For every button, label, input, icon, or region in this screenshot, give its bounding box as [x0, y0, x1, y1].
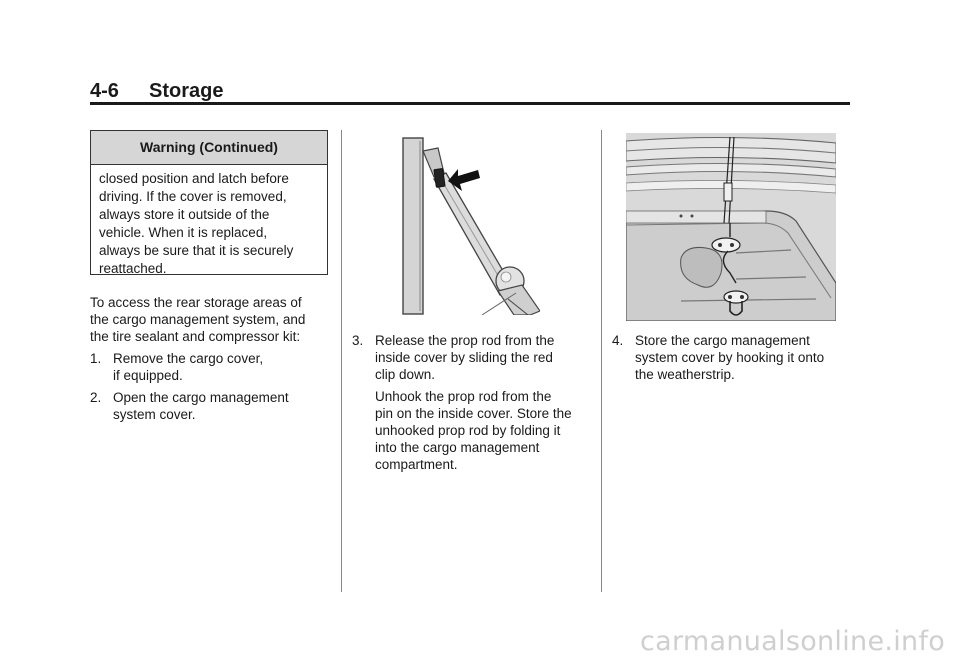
- warning-line: always be sure that it is securely: [99, 243, 294, 258]
- step-3-note: [375, 388, 597, 473]
- prop-rod-illustration: [398, 133, 540, 315]
- step-2: [90, 389, 335, 425]
- warning-line: vehicle. When it is replaced,: [99, 225, 268, 240]
- step-line: inside cover by sliding the red: [375, 350, 553, 365]
- page-header: [90, 80, 850, 104]
- step-number: 4.: [612, 333, 624, 348]
- warning-line: closed position and latch before: [99, 171, 289, 186]
- step-line: if equipped.: [113, 368, 183, 383]
- note-line: Unhook the prop rod from the: [375, 389, 552, 404]
- step-line: the weatherstrip.: [635, 367, 735, 382]
- step-number: 3.: [352, 333, 364, 348]
- intro-line: the tire sealant and compressor kit:: [90, 329, 301, 344]
- warning-text: [99, 170, 323, 278]
- step-number: 2.: [90, 390, 102, 405]
- header-rule: [90, 102, 850, 105]
- step-line: Store the cargo management: [635, 333, 810, 348]
- watermark: carmanualsonline.info: [640, 626, 946, 657]
- step-line: system cover.: [113, 407, 196, 422]
- intro-line: To access the rear storage areas of: [90, 295, 302, 310]
- note-line: into the cargo management: [375, 440, 540, 455]
- column-divider-1: [341, 130, 342, 592]
- step-text: [113, 389, 289, 423]
- warning-line: reattached.: [99, 261, 167, 276]
- step-1: [90, 350, 335, 386]
- column-divider-2: [601, 130, 602, 592]
- intro-line: the cargo management system, and: [90, 312, 306, 327]
- step-3: [352, 332, 597, 384]
- step-line: clip down.: [375, 367, 436, 382]
- warning-line: driving. If the cover is removed,: [99, 189, 287, 204]
- section-number: 4-6: [90, 80, 119, 102]
- warning-box: [90, 130, 328, 275]
- step-line: Open the cargo management: [113, 390, 289, 405]
- warning-title: Warning (Continued): [91, 131, 327, 165]
- step-line: system cover by hooking it onto: [635, 350, 825, 365]
- warning-line: always store it outside of the: [99, 207, 270, 222]
- note-line: compartment.: [375, 457, 458, 472]
- step-text: [635, 332, 824, 383]
- step-number: 1.: [90, 351, 102, 366]
- step-4: [612, 332, 857, 384]
- note-line: pin on the inside cover. Store the: [375, 406, 572, 421]
- step-line: Remove the cargo cover,: [113, 351, 264, 366]
- cargo-cover-hook-illustration: [626, 133, 836, 321]
- note-line: unhooked prop rod by folding it: [375, 423, 561, 438]
- step-text: [113, 350, 263, 384]
- step-text: [375, 332, 554, 383]
- intro-paragraph: [90, 294, 335, 345]
- section-title: Storage: [149, 80, 224, 102]
- step-line: Release the prop rod from the: [375, 333, 555, 348]
